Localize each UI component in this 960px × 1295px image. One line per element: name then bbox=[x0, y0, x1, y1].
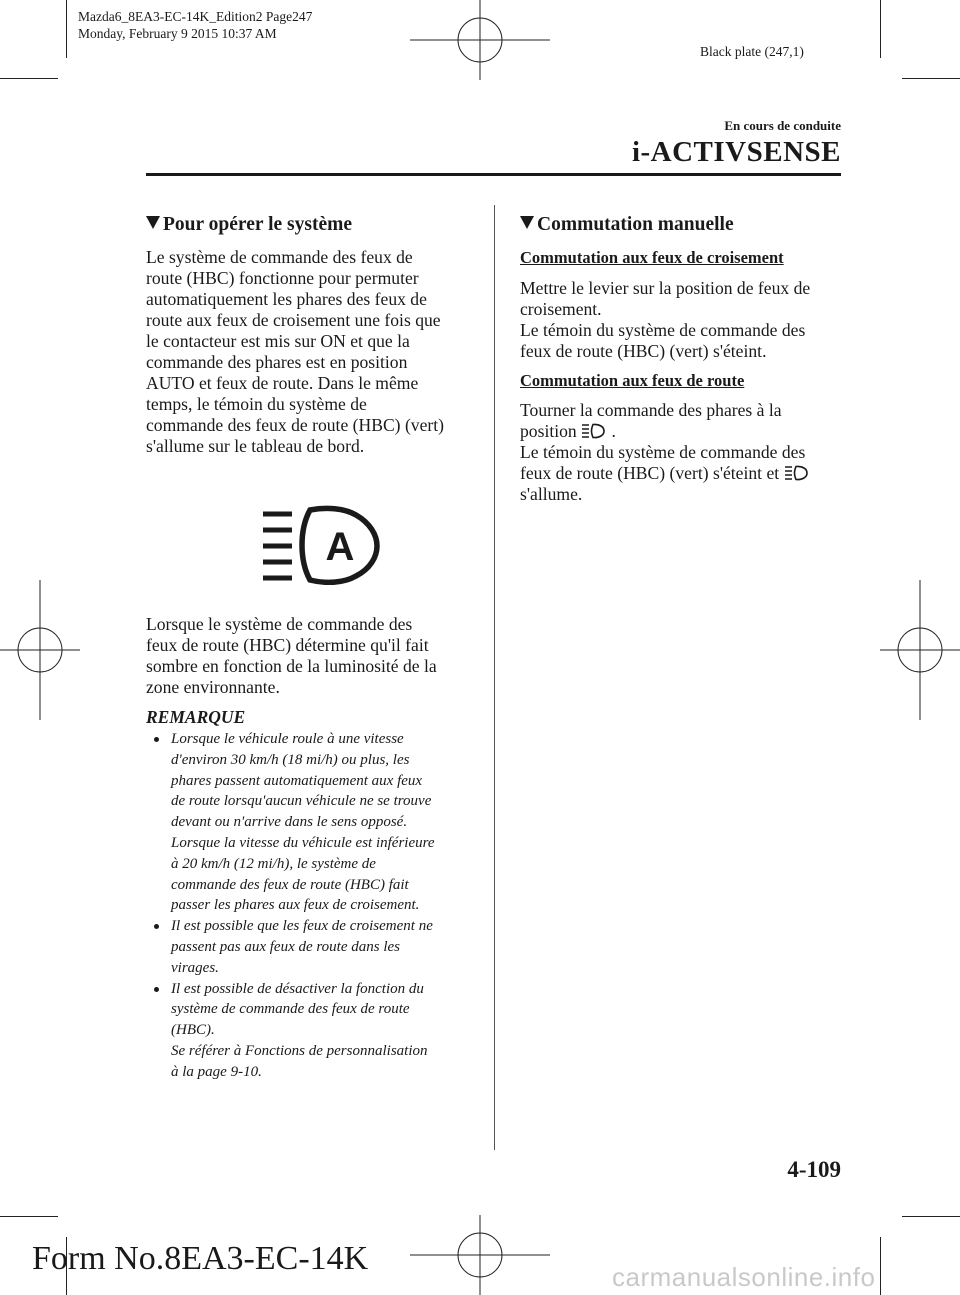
note-line: de route lorsqu'aucun véhicule ne se trouve bbox=[171, 793, 432, 810]
text-line: zone environnante. bbox=[146, 677, 280, 697]
heading-manual-switching bbox=[520, 213, 734, 237]
registration-mark-top bbox=[410, 0, 550, 80]
text-line: Le témoin du système de commande des bbox=[520, 442, 806, 462]
text-line bbox=[520, 421, 850, 442]
text-line: Le témoin du système de commande des bbox=[520, 320, 806, 340]
note-list bbox=[152, 729, 482, 1083]
registration-mark-right bbox=[880, 580, 960, 720]
registration-mark-left bbox=[0, 580, 80, 720]
note-line: passent pas aux feux de route dans les bbox=[171, 938, 400, 955]
registration-mark-bottom bbox=[410, 1215, 550, 1295]
note-line: virages. bbox=[171, 959, 219, 976]
text-line: commande des feux de route (HBC) (vert) bbox=[146, 415, 445, 435]
text-line: automatiquement les phares des feux de bbox=[146, 289, 427, 309]
text-line bbox=[520, 463, 850, 484]
subheading-high-beam: Commutation aux feux de route bbox=[520, 371, 745, 390]
note-line: système de commande des feux de route bbox=[171, 1001, 410, 1018]
text-line: feux de route (HBC) détermine qu'il fait bbox=[146, 635, 429, 655]
heading-text: Commutation manuelle bbox=[537, 214, 734, 235]
text-line: le contacteur est mis sur ON et que la bbox=[146, 331, 410, 351]
auto-high-beam-indicator-icon bbox=[260, 505, 385, 585]
section-category: En cours de conduite bbox=[724, 118, 841, 133]
text-fragment: feux de route (HBC) (vert) s'éteint et bbox=[520, 463, 780, 483]
form-number: Form No.8EA3-EC-14K bbox=[32, 1240, 369, 1277]
text-line: Tourner la commande des phares à la bbox=[520, 400, 782, 420]
text-line: Lorsque le système de commande des bbox=[146, 614, 413, 634]
note-line: Se référer à Fonctions de personnalisation bbox=[171, 1042, 428, 1059]
text-line: Le système de commande des feux de bbox=[146, 247, 413, 267]
paragraph-low-beam bbox=[520, 278, 850, 362]
bullet-icon bbox=[154, 987, 159, 992]
note-line: Lorsque le véhicule roule à une vitesse bbox=[171, 731, 404, 747]
text-line: commande des phares est en position bbox=[146, 352, 408, 372]
text-fragment: position bbox=[520, 421, 577, 441]
note-line: commande des feux de route (HBC) fait bbox=[171, 876, 409, 893]
job-line-2: Monday, February 9 2015 10:37 AM bbox=[78, 26, 277, 41]
note-line: (HBC). bbox=[171, 1022, 215, 1039]
text-line: route aux feux de croisement une fois que bbox=[146, 310, 441, 330]
triangle-down-icon bbox=[146, 216, 160, 229]
heading-text: Pour opérer le système bbox=[163, 214, 352, 235]
heading-operate-system bbox=[146, 213, 352, 237]
text-line: route (HBC) fonctionne pour permuter bbox=[146, 268, 419, 288]
text-line: feux de route (HBC) (vert) s'éteint. bbox=[520, 341, 767, 361]
text-line: sombre en fonction de la luminosité de la bbox=[146, 656, 437, 676]
job-info bbox=[78, 8, 312, 42]
text-line: croisement. bbox=[520, 299, 602, 319]
paragraph-operate bbox=[146, 247, 486, 457]
column-divider bbox=[494, 205, 495, 1150]
subheading-low-beam: Commutation aux feux de croisement bbox=[520, 248, 784, 267]
text-line: temps, le témoin du système de bbox=[146, 394, 367, 414]
bullet-icon bbox=[154, 924, 159, 929]
note-line: phares passent automatiquement aux feux bbox=[171, 772, 423, 789]
page-number: 4-109 bbox=[787, 1157, 841, 1182]
note-line: d'environ 30 km/h (18 mi/h) ou plus, les bbox=[171, 751, 410, 768]
text-line: AUTO et feux de route. Dans le même bbox=[146, 373, 419, 393]
note-title: REMARQUE bbox=[146, 707, 246, 727]
high-beam-icon bbox=[581, 423, 607, 439]
note-line: à la page 9-10. bbox=[171, 1063, 262, 1080]
triangle-down-icon bbox=[520, 216, 534, 229]
note-item bbox=[152, 729, 482, 916]
header-rule bbox=[146, 173, 841, 176]
note-line: passer les phares aux feux de croisement. bbox=[171, 897, 420, 914]
plate-label: Black plate (247,1) bbox=[700, 44, 804, 59]
note-line: Il est possible que les feux de croisement ne bbox=[171, 918, 433, 935]
indicator-letter: A bbox=[325, 525, 355, 569]
note-line: Lorsque la vitesse du véhicule est inférieure bbox=[171, 834, 435, 851]
note-line: à 20 km/h (12 mi/h), le système de bbox=[171, 855, 376, 872]
watermark: carmanualsonline.info bbox=[612, 1262, 876, 1292]
paragraph-high-beam bbox=[520, 400, 850, 505]
note-item bbox=[152, 916, 482, 978]
section-title: i-ACTIVSENSE bbox=[631, 136, 841, 168]
job-line-1: Mazda6_8EA3-EC-14K_Edition2 Page247 bbox=[78, 9, 313, 24]
note-line: devant ou n'arrive dans le sens opposé. bbox=[171, 814, 408, 831]
paragraph-darkness bbox=[146, 614, 486, 698]
note-line: Il est possible de désactiver la fonction du bbox=[171, 980, 424, 997]
text-line: s'allume. bbox=[520, 484, 583, 504]
text-line: Mettre le levier sur la position de feux de bbox=[520, 278, 811, 298]
text-fragment: . bbox=[611, 421, 616, 441]
bullet-icon bbox=[154, 737, 159, 742]
text-line: s'allume sur le tableau de bord. bbox=[146, 436, 365, 456]
note-item bbox=[152, 979, 482, 1083]
high-beam-icon bbox=[784, 465, 810, 481]
